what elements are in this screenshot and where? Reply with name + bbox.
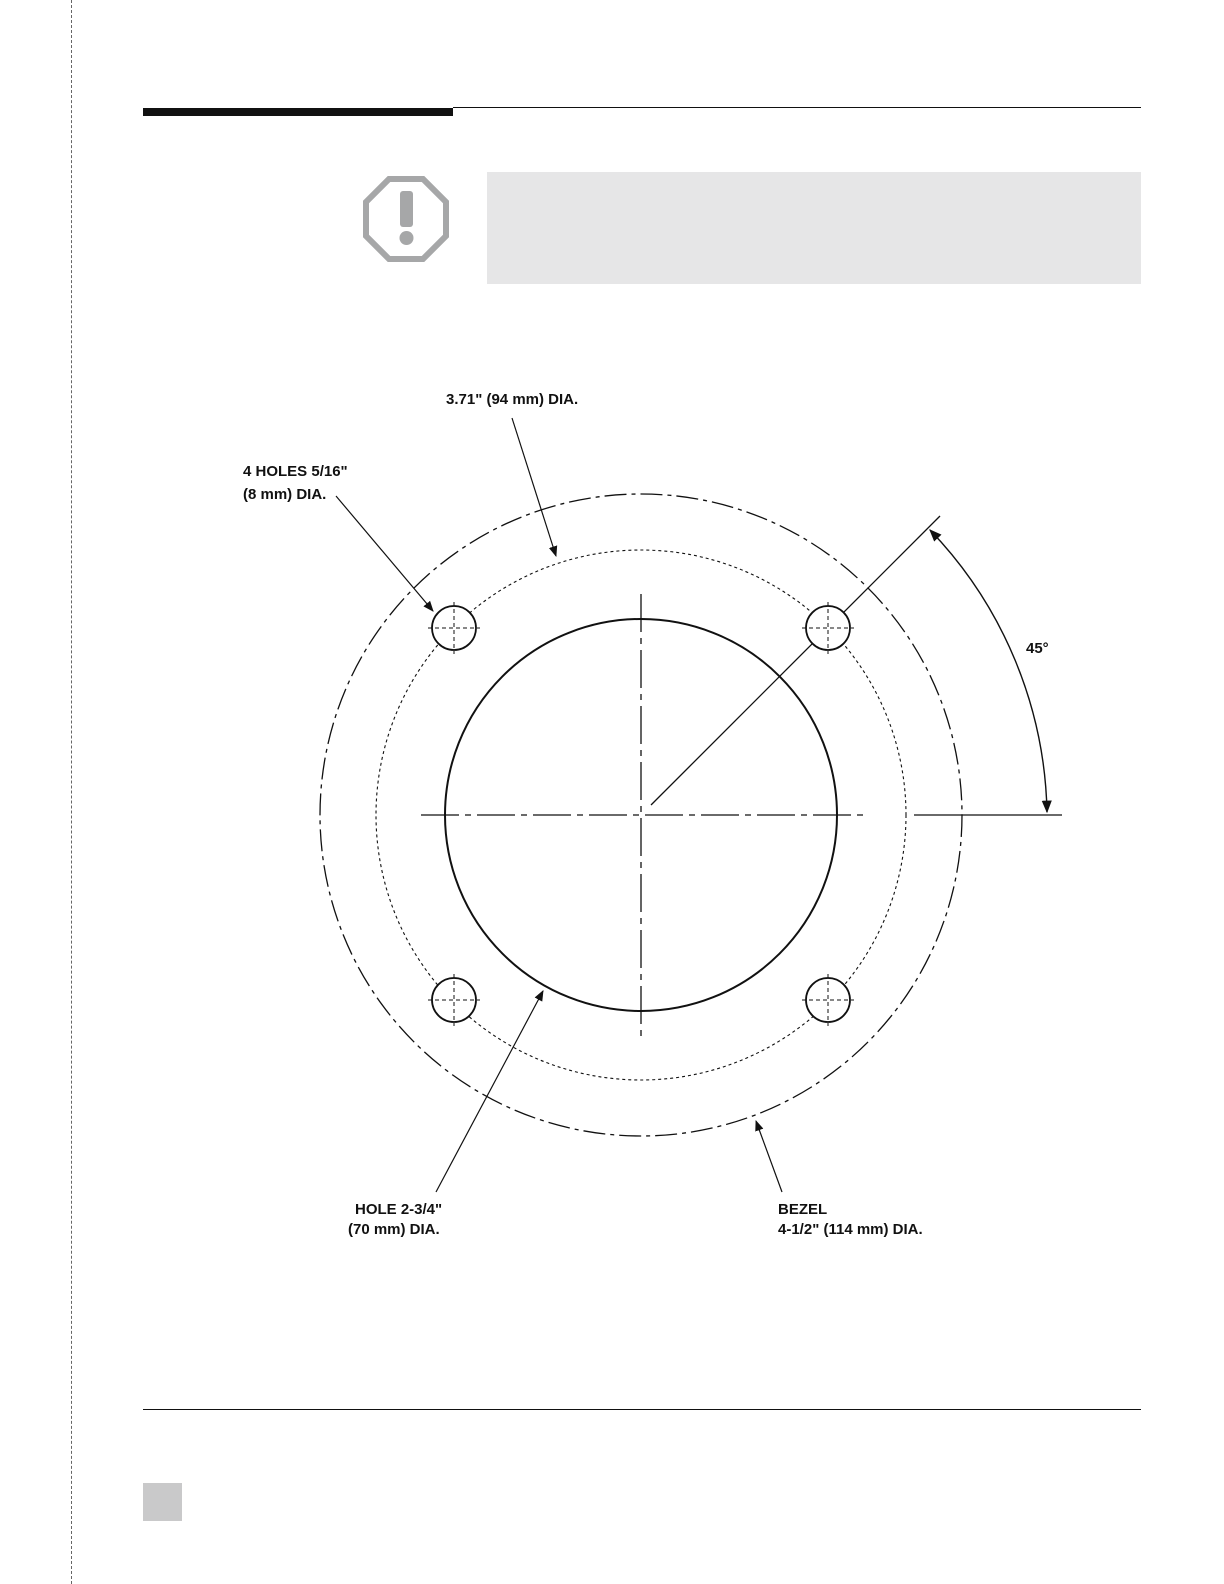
bolt-circle-leader (512, 418, 556, 556)
bezel-leader (756, 1121, 782, 1192)
bezel-label-line2: 4-1/2" (114 mm) DIA. (778, 1221, 923, 1238)
bolt-circle-label: 3.71" (94 mm) DIA. (446, 391, 579, 408)
center-hole-label-line1: HOLE 2-3/4" (355, 1201, 443, 1218)
bezel-label-line1: BEZEL (778, 1201, 828, 1218)
mounting-hole-bottom-left (428, 974, 480, 1026)
angle-arc (930, 530, 1047, 812)
mounting-hole-bottom-right (802, 974, 854, 1026)
holes-label-line1: 4 HOLES 5/16" (243, 463, 348, 480)
center-hole-label-line2: (70 mm) DIA. (348, 1221, 440, 1238)
holes-leader (336, 496, 433, 611)
mounting-hole-top-left (428, 602, 480, 654)
footer-rule (143, 1409, 1141, 1410)
angle-label: 45° (1026, 640, 1049, 657)
page-tab (143, 1483, 182, 1521)
holes-label-line2: (8 mm) DIA. (243, 486, 327, 503)
